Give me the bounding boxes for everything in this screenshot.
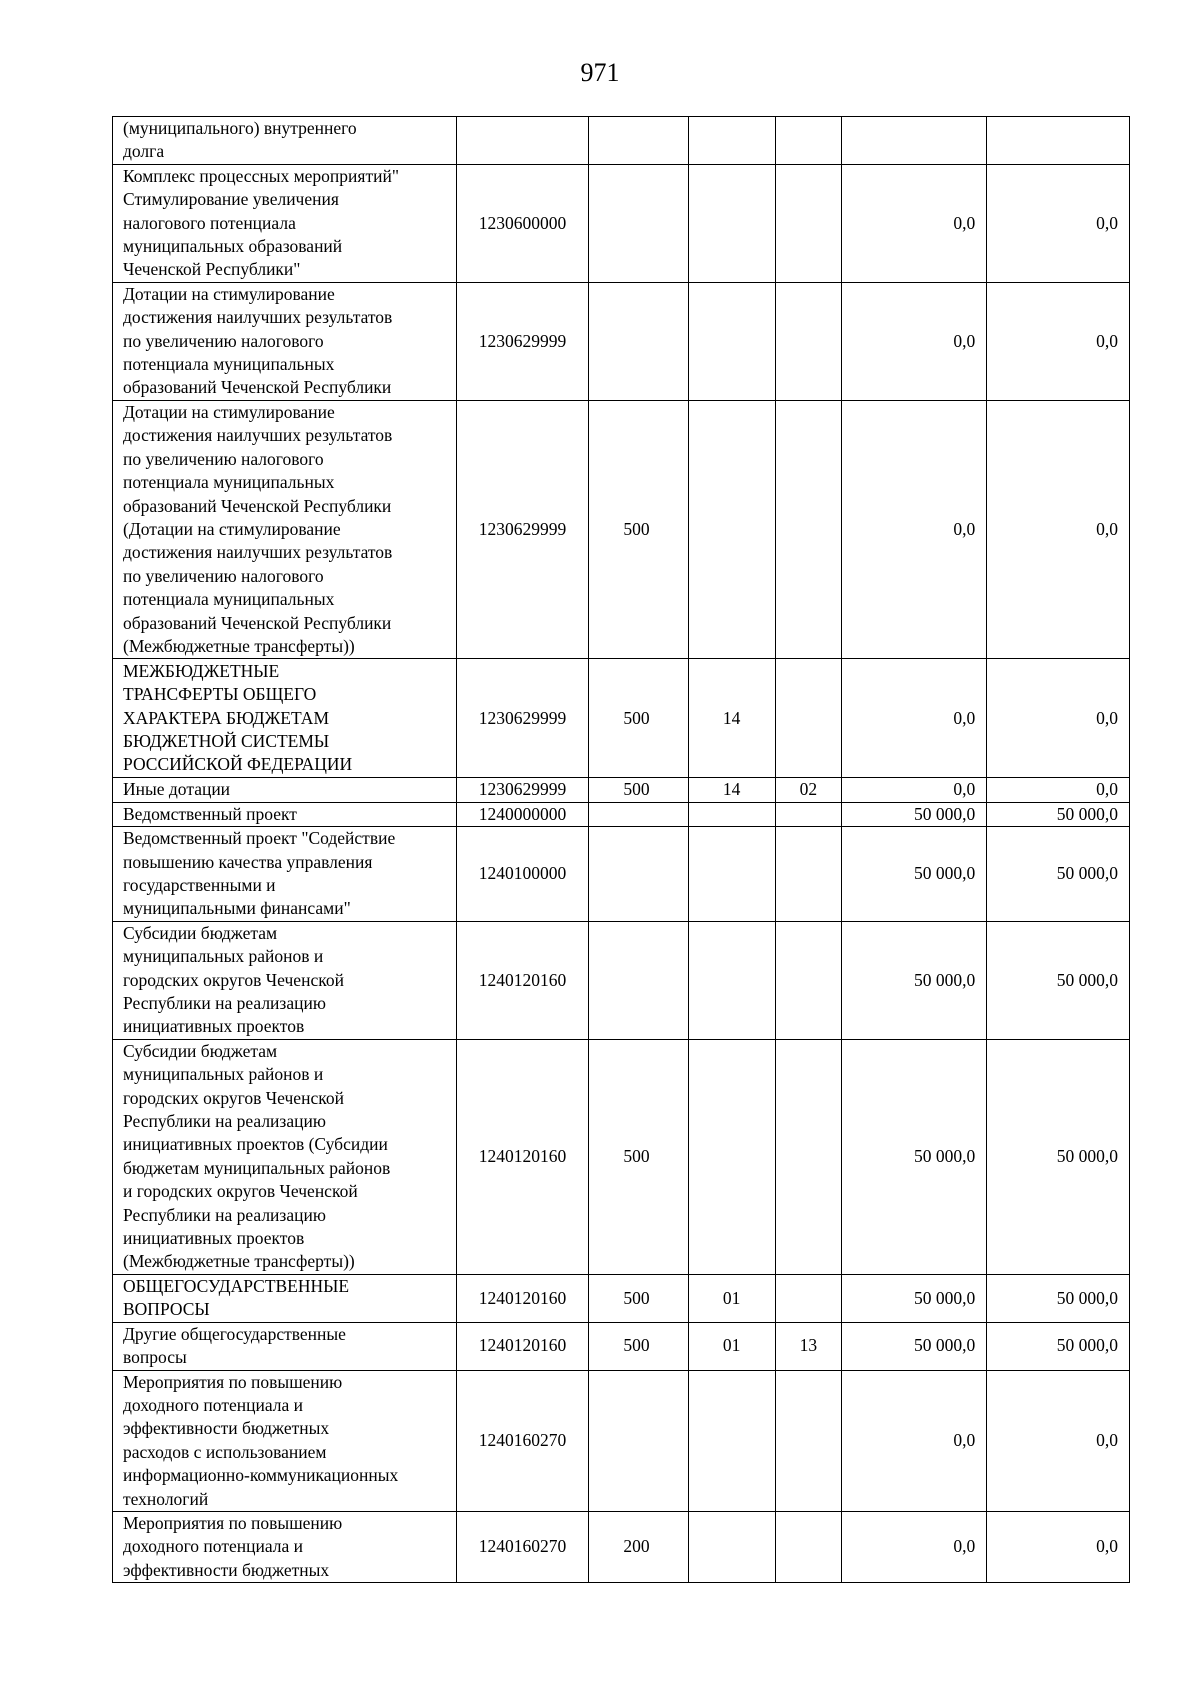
row-pr [776,802,841,826]
row-amount-1: 0,0 [841,1370,987,1511]
row-amount-2: 50 000,0 [987,921,1130,1039]
row-amount-2: 0,0 [987,778,1130,802]
table-row [113,802,1130,826]
row-rz: 14 [688,659,775,778]
row-vr [589,921,688,1039]
row-amount-1: 0,0 [841,400,987,658]
table-row [113,921,1130,1039]
row-amount-1: 0,0 [841,164,987,282]
row-pr [776,400,841,658]
row-vr [589,117,688,165]
row-rz: 01 [688,1322,775,1370]
row-csr: 1230629999 [456,400,589,658]
row-rz [688,400,775,658]
row-pr: 02 [776,778,841,802]
row-rz [688,1511,775,1582]
row-name: Комплекс процессных мероприятий" Стимулирование увеличения налогового потенциала муниципальных образований Чеченской Республики" [113,164,457,282]
row-name: ОБЩЕГОСУДАРСТВЕННЫЕ ВОПРОСЫ [113,1274,457,1322]
row-rz [688,164,775,282]
row-csr: 1240000000 [456,802,589,826]
row-name: Мероприятия по повышению доходного потенциала и эффективности бюджетных расходов с использованием информационно-коммуникационных технологий [113,1370,457,1511]
row-amount-1: 0,0 [841,659,987,778]
row-name: Субсидии бюджетам муниципальных районов и городских округов Чеченской Республики на реализацию инициативных проектов [113,921,457,1039]
row-amount-1: 50 000,0 [841,827,987,922]
row-rz [688,1370,775,1511]
row-vr: 500 [589,1039,688,1274]
row-pr [776,282,841,400]
row-amount-2: 50 000,0 [987,802,1130,826]
row-amount-2: 0,0 [987,400,1130,658]
row-rz [688,117,775,165]
row-rz: 14 [688,778,775,802]
row-vr [589,1370,688,1511]
row-amount-1: 0,0 [841,1511,987,1582]
row-csr: 1240120160 [456,921,589,1039]
row-pr [776,659,841,778]
row-amount-2: 0,0 [987,1511,1130,1582]
table-row [113,778,1130,802]
row-name: Субсидии бюджетам муниципальных районов и городских округов Чеченской Республики на реализацию инициативных проектов (Субсидии бюджетам муниципальных районов и городских округов Чеченской Республики на реализацию инициативных проектов (Межбюджетные трансферты)) [113,1039,457,1274]
row-vr: 500 [589,778,688,802]
budget-table [112,116,1130,1583]
row-pr [776,117,841,165]
row-amount-2: 50 000,0 [987,1039,1130,1274]
row-name: (муниципального) внутреннего долга [113,117,457,165]
row-pr [776,827,841,922]
row-pr [776,164,841,282]
row-pr [776,1274,841,1322]
row-rz [688,1039,775,1274]
row-name: Ведомственный проект "Содействие повышению качества управления государственными и муниципальными финансами" [113,827,457,922]
row-name: Дотации на стимулирование достижения наилучших результатов по увеличению налогового потенциала муниципальных образований Чеченской Республики [113,282,457,400]
row-name: Иные дотации [113,778,457,802]
row-pr [776,1511,841,1582]
row-amount-1: 50 000,0 [841,1322,987,1370]
row-amount-1: 50 000,0 [841,1274,987,1322]
row-vr [589,164,688,282]
row-rz: 01 [688,1274,775,1322]
row-vr: 500 [589,1322,688,1370]
row-csr: 1240120160 [456,1274,589,1322]
row-csr: 1240160270 [456,1511,589,1582]
row-amount-2: 0,0 [987,1370,1130,1511]
table-row [113,1274,1130,1322]
row-pr: 13 [776,1322,841,1370]
row-name: Дотации на стимулирование достижения наилучших результатов по увеличению налогового потенциала муниципальных образований Чеченской Республики (Дотации на стимулирование достижения наилучших результатов по увеличению налогового потенциала муниципальных образований Чеченской Республики (Межбюджетные трансферты)) [113,400,457,658]
row-amount-2: 0,0 [987,282,1130,400]
row-amount-1: 0,0 [841,778,987,802]
row-vr [589,282,688,400]
row-amount-2: 50 000,0 [987,1274,1130,1322]
table-row [113,1039,1130,1274]
table-row [113,164,1130,282]
row-csr [456,117,589,165]
row-vr: 500 [589,400,688,658]
table-row [113,1370,1130,1511]
row-vr [589,827,688,922]
row-rz [688,802,775,826]
row-csr: 1230629999 [456,282,589,400]
row-vr: 200 [589,1511,688,1582]
row-rz [688,282,775,400]
row-amount-2: 0,0 [987,659,1130,778]
row-name: МЕЖБЮДЖЕТНЫЕ ТРАНСФЕРТЫ ОБЩЕГО ХАРАКТЕРА БЮДЖЕТАМ БЮДЖЕТНОЙ СИСТЕМЫ РОССИЙСКОЙ ФЕДЕРАЦИИ [113,659,457,778]
row-pr [776,1039,841,1274]
table-row [113,659,1130,778]
row-amount-1: 50 000,0 [841,1039,987,1274]
row-vr: 500 [589,1274,688,1322]
row-amount-1: 0,0 [841,282,987,400]
row-rz [688,921,775,1039]
row-amount-1: 50 000,0 [841,802,987,826]
row-csr: 1230629999 [456,778,589,802]
row-name: Другие общегосударственные вопросы [113,1322,457,1370]
row-csr: 1230600000 [456,164,589,282]
row-csr: 1240100000 [456,827,589,922]
row-csr: 1240120160 [456,1039,589,1274]
row-csr: 1230629999 [456,659,589,778]
table-row [113,1511,1130,1582]
row-amount-2 [987,117,1130,165]
row-csr: 1240120160 [456,1322,589,1370]
row-amount-1 [841,117,987,165]
table-row [113,400,1130,658]
table-row [113,117,1130,165]
row-name: Ведомственный проект [113,802,457,826]
table-row [113,827,1130,922]
page-number: 971 [580,58,620,87]
row-pr [776,1370,841,1511]
row-amount-2: 50 000,0 [987,1322,1130,1370]
row-pr [776,921,841,1039]
row-name: Мероприятия по повышению доходного потенциала и эффективности бюджетных [113,1511,457,1582]
row-amount-2: 0,0 [987,164,1130,282]
row-rz [688,827,775,922]
row-csr: 1240160270 [456,1370,589,1511]
table-row [113,282,1130,400]
table-row [113,1322,1130,1370]
row-amount-2: 50 000,0 [987,827,1130,922]
row-vr: 500 [589,659,688,778]
row-amount-1: 50 000,0 [841,921,987,1039]
row-vr [589,802,688,826]
